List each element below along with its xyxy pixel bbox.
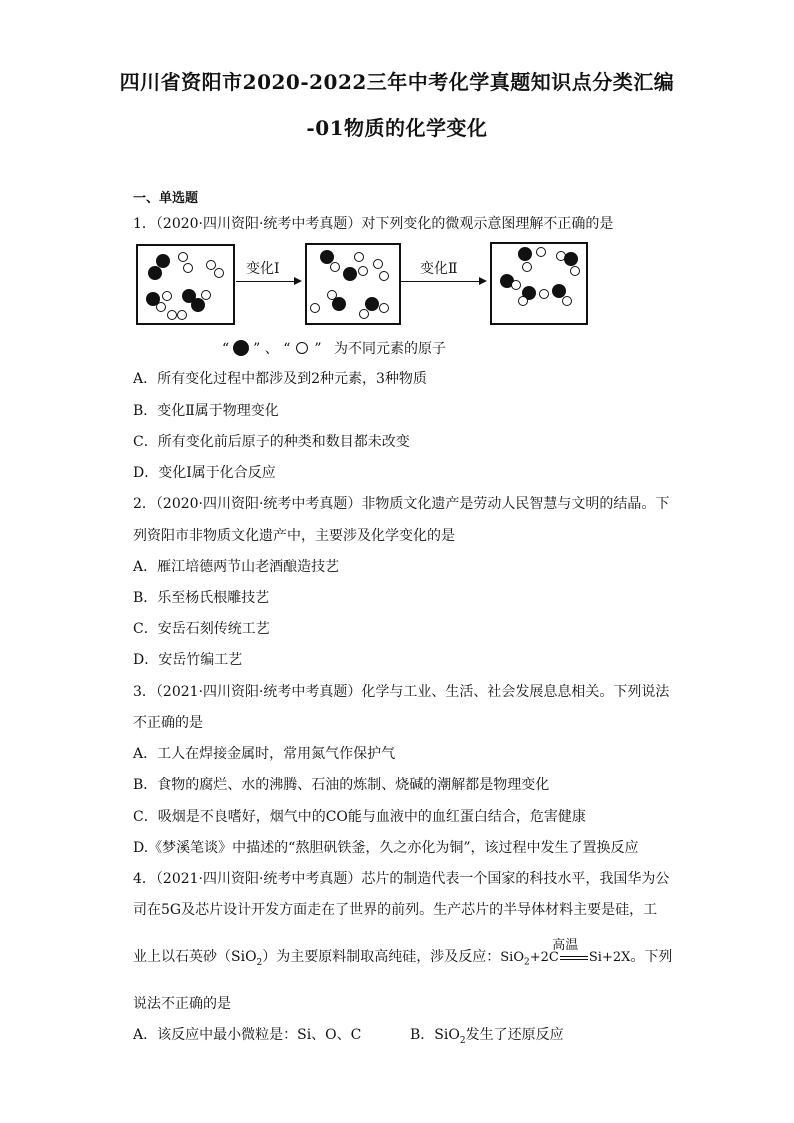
q4-stem-3-sub: 2 xyxy=(256,957,263,968)
q4-option-b-b: 发生了还原反应 xyxy=(465,1027,564,1043)
q4-stem-line-4: 说法不正确的是 xyxy=(133,996,231,1012)
white-atom xyxy=(570,266,580,276)
white-atom xyxy=(183,263,193,273)
legend-quote-open: “ xyxy=(222,341,230,357)
q3-option-d: D.《梦溪笔谈》中描述的“熬胆矾铁釜，久之亦化为铜”，该过程中发生了置换反应 xyxy=(133,840,639,856)
white-atom xyxy=(359,309,369,319)
eq-reactant-b: +2C xyxy=(529,950,559,965)
black-atom xyxy=(343,267,357,281)
label-change-2: 变化Ⅱ xyxy=(420,261,458,277)
q4-option-b xyxy=(410,1024,564,1046)
legend-separator: 、 xyxy=(264,341,279,357)
q4-stem-3c: 。下列 xyxy=(630,949,673,965)
white-atom xyxy=(201,290,211,300)
arrow-change-1 xyxy=(236,281,300,282)
white-atom xyxy=(214,268,224,278)
black-atom xyxy=(518,247,532,261)
legend-quote-close: ” xyxy=(314,341,322,357)
black-atom xyxy=(191,298,205,312)
label-change-1: 变化Ⅰ xyxy=(246,261,280,277)
q3-option-c: C．吸烟是不良嗜好，烟气中的CO能与血液中的血红蛋白结合，危害健康 xyxy=(133,809,586,825)
eq-reactant: SiO xyxy=(500,950,525,965)
q1-option-c: C．所有变化前后原子的种类和数目都未改变 xyxy=(133,434,410,450)
white-atom xyxy=(539,289,549,299)
black-atom xyxy=(365,297,379,311)
q1-option-a: A．所有变化过程中都涉及到2种元素，3种物质 xyxy=(133,371,427,387)
q1-option-d: D．变化Ⅰ属于化合反应 xyxy=(133,465,276,481)
white-atom xyxy=(373,259,383,269)
q3-option-a: A．工人在焊接金属时，常用氮气作保护气 xyxy=(133,746,396,762)
q4-option-b-sub: 2 xyxy=(459,1035,466,1046)
white-atom xyxy=(310,303,320,313)
eq-product: Si+2X xyxy=(588,950,631,965)
q3-stem-line-2: 不正确的是 xyxy=(133,715,203,731)
arrow-change-2 xyxy=(401,281,485,282)
q2-option-c: C．安岳石刻传统工艺 xyxy=(133,621,270,637)
page-title-line-2: -01物质的化学变化 xyxy=(306,116,488,140)
reaction-condition: 高温 xyxy=(552,938,579,953)
equals-bar xyxy=(560,956,588,960)
white-atom xyxy=(156,302,166,312)
white-atom xyxy=(167,310,177,320)
reaction-equation xyxy=(500,938,631,968)
legend-quote-close: ” xyxy=(253,341,261,357)
black-atom xyxy=(332,297,346,311)
legend-black-atom-icon xyxy=(233,340,249,356)
white-atom xyxy=(354,252,364,262)
black-atom xyxy=(148,266,162,280)
eq-reactant-sub: 2 xyxy=(524,957,530,968)
white-atom xyxy=(358,266,368,276)
white-atom xyxy=(518,296,528,306)
q2-option-a: A．雁江培德两节山老酒酿造技艺 xyxy=(133,559,340,575)
q3-option-b: B．食物的腐烂、水的沸腾、石油的炼制、烧碱的潮解都是物理变化 xyxy=(133,777,550,793)
q1-stem: 1．（2020·四川资阳·统考中考真题）对下列变化的微观示意图理解不正确的是 xyxy=(133,216,614,232)
section-heading: 一、单选题 xyxy=(133,191,199,206)
q2-option-b: B．乐至杨氏根雕技艺 xyxy=(133,590,270,606)
q1-option-b: B．变化Ⅱ属于物理变化 xyxy=(133,403,279,419)
legend-white-atom-icon xyxy=(296,342,308,354)
q3-stem-line-1: 3．（2021·四川资阳·统考中考真题）化学与工业、生活、社会发展息息相关。下列说法 xyxy=(133,684,670,700)
page-title-line-1: 四川省资阳市2020-2022三年中考化学真题知识点分类汇编 xyxy=(119,70,675,94)
q4-stem-line-3 xyxy=(133,938,673,968)
micro-box-before xyxy=(136,244,235,325)
white-atom xyxy=(522,262,532,272)
q4-stem-3a: 业上以石英砂（SiO xyxy=(133,949,257,965)
white-atom xyxy=(562,296,572,306)
q2-stem-line-2: 列资阳市非物质文化遗产中，主要涉及化学变化的是 xyxy=(133,528,455,544)
q2-option-d: D．安岳竹编工艺 xyxy=(133,652,243,668)
q2-stem-line-1: 2．（2020·四川资阳·统考中考真题）非物质文化遗产是劳动人民智慧与文明的结晶。下 xyxy=(133,496,670,512)
white-atom xyxy=(178,252,188,262)
q4-stem-line-1: 4．（2021·四川资阳·统考中考真题）芯片的制造代表一个国家的科技水平，我国华为公 xyxy=(133,871,670,887)
q4-option-a: A．该反应中最小微粒是：Si、O、C xyxy=(133,1027,362,1043)
black-atom xyxy=(564,252,578,266)
legend-quote-open: “ xyxy=(283,341,291,357)
white-atom xyxy=(177,310,187,320)
atom-legend xyxy=(222,338,446,358)
white-atom xyxy=(330,262,340,272)
white-atom xyxy=(162,291,172,301)
white-atom xyxy=(379,303,389,313)
legend-text: 为不同元素的原子 xyxy=(334,341,447,357)
q4-stem-line-2: 司在5G及芯片设计开发方面走在了世界的前列。生产芯片的半导体材料主要是硅，工 xyxy=(133,902,658,918)
white-atom xyxy=(379,271,389,281)
white-atom xyxy=(536,247,546,257)
q4-stem-3b: ）为主要原料制取高纯硅，涉及反应： xyxy=(262,949,501,965)
micro-box-after xyxy=(490,242,588,325)
micro-box-middle xyxy=(305,243,401,325)
white-atom xyxy=(511,280,521,290)
q4-option-b-a: B．SiO xyxy=(410,1027,460,1043)
